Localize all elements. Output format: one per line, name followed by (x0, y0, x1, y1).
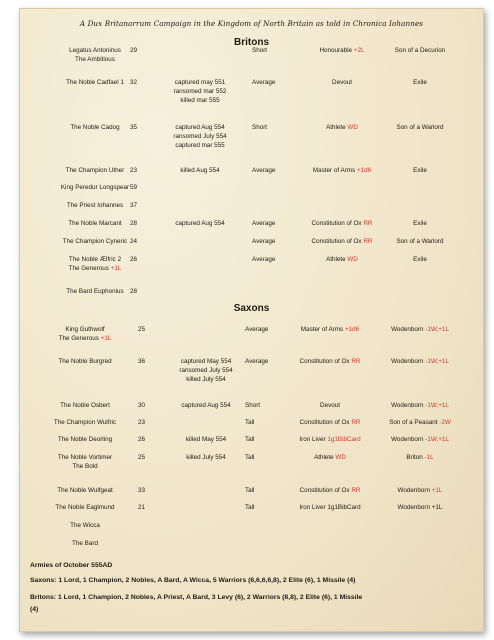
character-name (20, 201, 170, 210)
character-name (20, 255, 170, 273)
stature: Tall (245, 436, 255, 443)
trait-modifier: WD (335, 454, 346, 461)
stature: Short (252, 47, 268, 54)
name-line: The Generous +1L (68, 265, 122, 272)
trait-modifier: RR (363, 238, 373, 245)
name-line: The Ambitious (75, 56, 115, 63)
trait-modifier: WD (347, 256, 358, 263)
character-name (20, 287, 170, 296)
name-line: The Bold (72, 463, 98, 470)
origin: Exile (413, 167, 427, 174)
britons-heading: Britons (234, 37, 269, 48)
age: 32 (130, 79, 138, 86)
name-line: The Noble Wulfgeat (57, 487, 113, 494)
trait-modifier: 1g1BibCard (327, 436, 361, 443)
age: 23 (130, 167, 138, 174)
age: 33 (138, 487, 146, 494)
history-notes (160, 123, 240, 150)
stature: Average (252, 167, 276, 174)
age: 37 (130, 202, 138, 209)
trait: Devout (320, 402, 340, 409)
britons-army-line-cont: (4) (30, 606, 39, 613)
trait: Athlete WD (314, 454, 346, 461)
stature: Tall (245, 504, 255, 511)
history-note: captured May 554 (180, 358, 232, 365)
trait: Constitution of Ox RR (311, 220, 373, 227)
trait-modifier: RR (351, 487, 361, 494)
character-name (20, 123, 170, 132)
name-line: Legatus Antoninus (69, 47, 121, 54)
history-note: killed May 554 (185, 436, 227, 443)
stature: Average (245, 358, 269, 365)
origin: Son of a Warlord (396, 238, 444, 245)
trait-modifier: 1g1BibCard (327, 504, 361, 511)
history-notes (166, 435, 246, 444)
name-line: The Generous +1L (58, 335, 112, 342)
age: 59 (130, 184, 138, 191)
character-name (20, 183, 170, 192)
character-name (20, 237, 170, 246)
character-name (20, 166, 170, 175)
stature: Short (252, 124, 268, 131)
trait: Iron Liver 1g1BibCard (299, 436, 361, 443)
name-line: King Guthwolf (65, 326, 105, 333)
name-line: King Peredur Longspear (60, 184, 130, 191)
history-note: captured Aug 554 (175, 220, 225, 227)
name-line: The Champion Uther (65, 167, 125, 174)
name-modifier: +1L (110, 265, 122, 272)
age: 25 (138, 454, 146, 461)
age: 21 (138, 504, 146, 511)
age: 25 (138, 326, 146, 333)
name-line: The Wicca (70, 522, 100, 529)
name-line: The Noble Cadog (70, 124, 120, 131)
origin-modifier: -2W (439, 419, 451, 426)
character-name (20, 46, 170, 64)
age: 28 (130, 288, 138, 295)
trait: Iron Liver 1g1BibCard (299, 504, 361, 511)
trait-modifier: WD (347, 124, 358, 131)
history-notes (160, 78, 240, 105)
origin: Exile (413, 256, 427, 263)
origin-modifier: -1W,+1L (425, 326, 449, 333)
history-notes (166, 357, 246, 384)
parchment-page (19, 8, 484, 632)
trait: Devout (332, 79, 352, 86)
trait-modifier: RR (351, 358, 361, 365)
name-modifier: +1L (100, 335, 112, 342)
history-note: killed July 554 (186, 454, 226, 461)
name-line: The Noble Eaglmund (55, 504, 115, 511)
age: 26 (130, 256, 138, 263)
history-note: killed July 554 (186, 376, 226, 383)
name-line: The Noble Marcant (68, 220, 122, 227)
origin-modifier: +1L (431, 487, 443, 494)
origin: Son of a Decurion (394, 47, 446, 54)
age: 23 (138, 419, 146, 426)
stature: Average (252, 79, 276, 86)
character-name (20, 78, 170, 87)
armies-title: Armies of October 555AD (30, 562, 113, 569)
trait: Master of Arms +1d6 (312, 167, 372, 174)
history-note: ransomed mar 552 (173, 88, 227, 95)
name-line: The Noble Ælfric 2 (68, 256, 122, 263)
stature: Tall (245, 419, 255, 426)
age: 24 (130, 238, 138, 245)
origin: Exile (413, 220, 427, 227)
origin: Wodenborn +1L (397, 504, 443, 511)
origin: Son of a Peasant -2W (389, 419, 451, 426)
origin-modifier: +1L (431, 504, 443, 511)
origin: Briton -1L (406, 454, 434, 461)
britons-army-line: Britons: 1 Lord, 1 Champion, 2 Nobles, A Priest, A Bard, 3 Levy (6), 2 Warriors (8,8), 2 Elite (6), 1 Missile (30, 594, 363, 601)
trait: Constitution of Ox RR (299, 419, 361, 426)
origin: Wodenborn -1W,+1L (391, 358, 449, 365)
history-note: killed Aug 554 (180, 167, 220, 174)
origin: Wodenborn -1W,+1L (391, 436, 449, 443)
history-note: captured mar 555 (175, 142, 225, 149)
name-line: The Champion Wulfric (53, 419, 117, 426)
name-line: The Noble Burgred (58, 358, 112, 365)
trait: Athlete WD (326, 256, 358, 263)
stature: Tall (245, 487, 255, 494)
origin: Wodenborn -1W,+1L (391, 326, 449, 333)
stature: Average (245, 326, 269, 333)
name-line: The Bard Euphonius (66, 288, 124, 295)
origin: Exile (413, 79, 427, 86)
trait-modifier: RR (363, 220, 373, 227)
history-notes (160, 166, 240, 175)
stature: Average (252, 220, 276, 227)
age: 26 (138, 436, 146, 443)
name-line: The Noble Cadfael 1 (66, 79, 124, 86)
trait: Constitution of Ox RR (311, 238, 373, 245)
origin: Wodenborn -1W,+1L (391, 402, 449, 409)
origin-modifier: -1W,+1L (425, 358, 449, 365)
history-notes (166, 453, 246, 462)
age: 36 (138, 358, 146, 365)
history-note: killed mar 555 (180, 97, 220, 104)
history-note: captured Aug 554 (181, 402, 231, 409)
trait-modifier: RR (351, 419, 361, 426)
character-name (10, 521, 160, 530)
trait-modifier: +2L (353, 47, 365, 54)
character-name (20, 219, 170, 228)
origin: Wodenborn +1L (397, 487, 443, 494)
page-title: A Dux Britanarrum Campaign in the Kingdom of North Britain as told in Chronica Iohannes (79, 19, 424, 28)
trait: Athlete WD (326, 124, 358, 131)
history-notes (166, 401, 246, 410)
trait: Constitution of Ox RR (299, 358, 361, 365)
stature: Average (252, 256, 276, 263)
history-note: captured Aug 554 (175, 124, 225, 131)
history-note: ransomed July 554 (173, 133, 227, 140)
origin-modifier: -1W,+1L (425, 402, 449, 409)
origin-modifier: -1W,+1L (425, 436, 449, 443)
origin: Son of a Warlord (396, 124, 444, 131)
age: 29 (130, 47, 138, 54)
name-line: The Champion Cyneric (62, 238, 128, 245)
age: 35 (130, 124, 138, 131)
origin-modifier: -1L (424, 454, 434, 461)
age: 30 (138, 402, 146, 409)
age: 28 (130, 220, 138, 227)
trait: Honourable +2L (319, 47, 365, 54)
stature: Tall (245, 454, 255, 461)
trait-modifier: +1d6 (356, 167, 372, 174)
history-notes (160, 219, 240, 228)
history-note: ransomed July 554 (179, 367, 233, 374)
name-line: The Noble Osbert (60, 402, 110, 409)
name-line: The Bard (72, 540, 98, 547)
character-name (10, 539, 160, 548)
saxons-army-line: Saxons: 1 Lord, 1 Champion, 2 Nobles, A Bard, A Wicca, 5 Warriors (6,6,6,6,8), 2 Elite (6), 1 Missile (4) (30, 577, 356, 584)
name-line: The Noble Deorling (57, 436, 113, 443)
stature: Average (252, 238, 276, 245)
name-line: The Priest Iohannes (66, 202, 124, 209)
history-note: captured may 551 (174, 79, 226, 86)
trait-modifier: +1d6 (344, 326, 360, 333)
stature: Short (245, 402, 261, 409)
trait: Constitution of Ox RR (299, 487, 361, 494)
saxons-heading: Saxons (233, 303, 270, 314)
name-line: The Noble Vortimer (57, 454, 113, 461)
trait: Master of Arms +1d6 (300, 326, 360, 333)
